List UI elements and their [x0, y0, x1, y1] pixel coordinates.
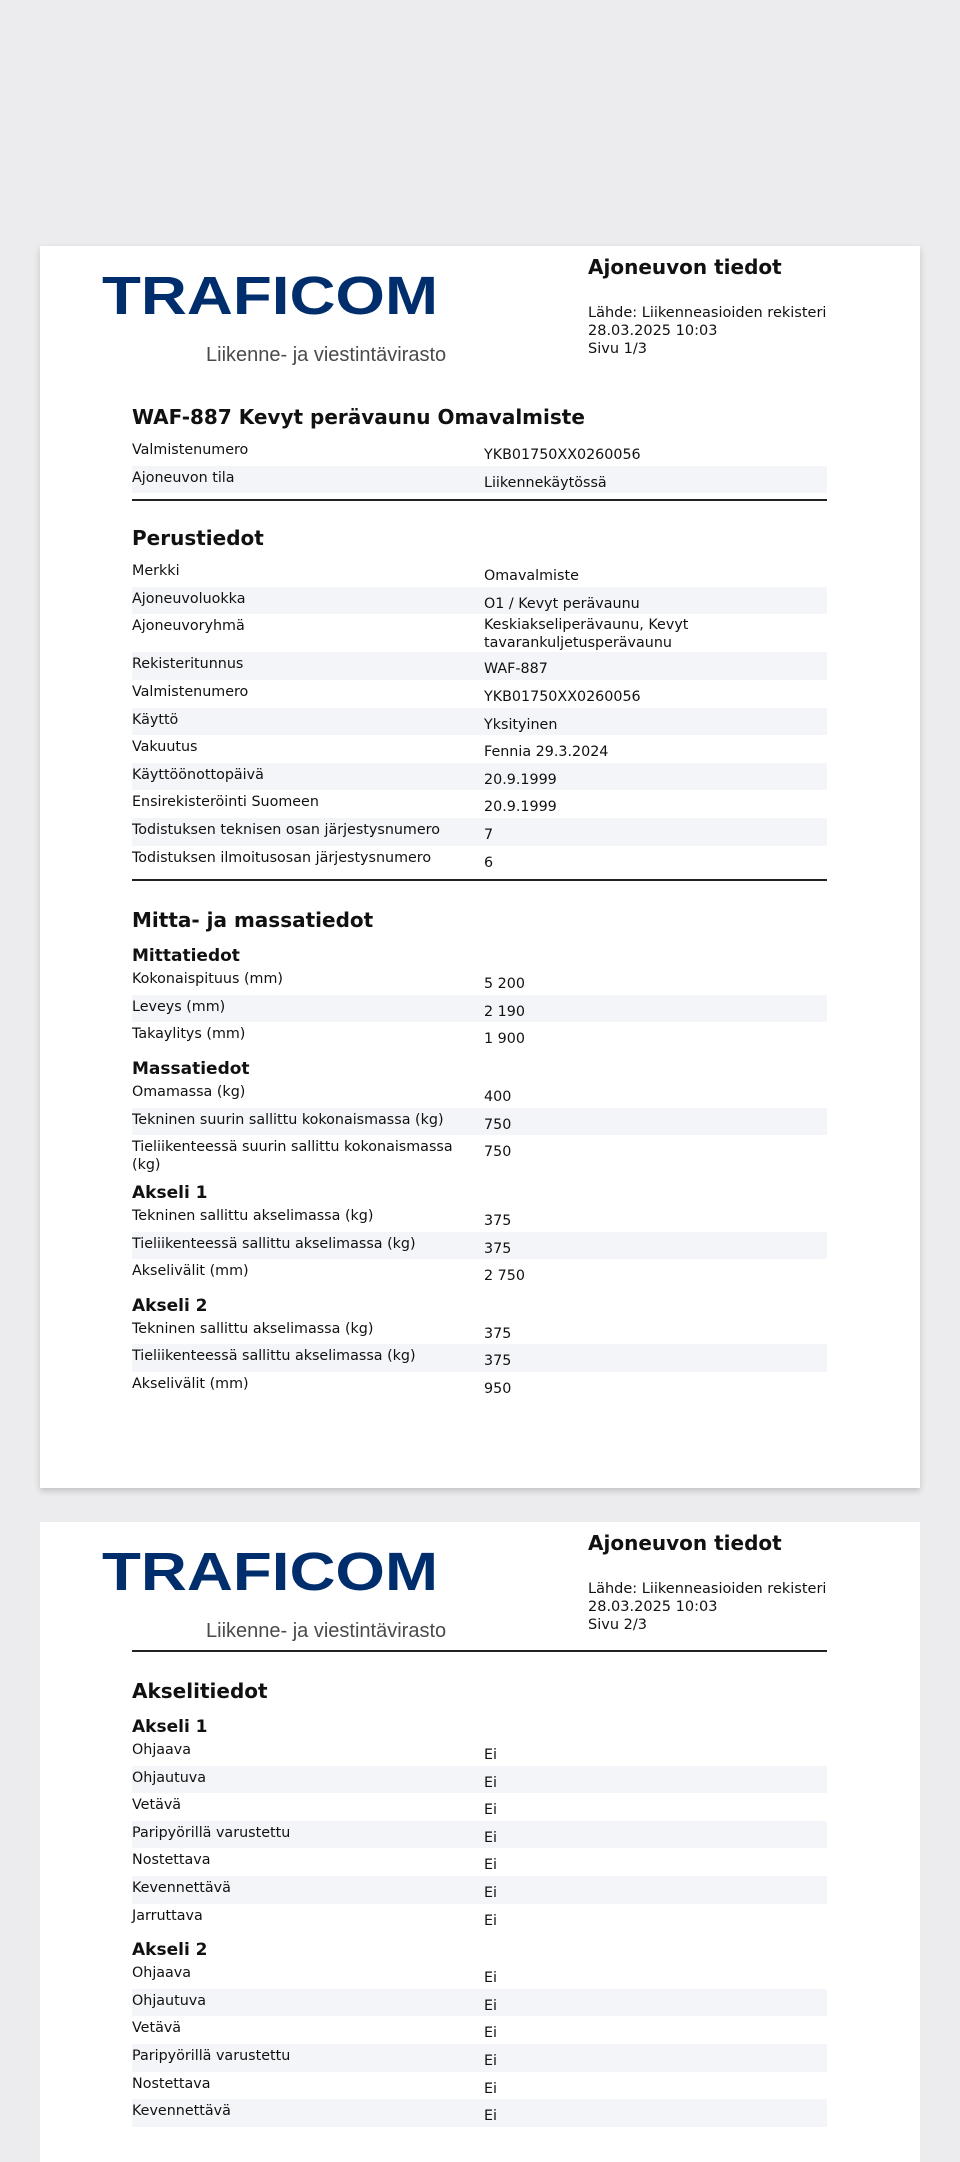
- svg-text:TRAFICOM: TRAFICOM: [102, 270, 438, 318]
- table-row: [132, 818, 827, 846]
- row-label: Vetävä: [132, 1797, 182, 1814]
- row-value: Ei: [484, 2025, 498, 2042]
- table-row: [132, 587, 827, 615]
- table-row: [132, 1989, 827, 2017]
- row-label: Tieliikenteessä sallittu akselimassa (kg): [132, 1348, 416, 1365]
- row-label: Ajoneuvon tila: [132, 469, 235, 486]
- page-header: [588, 254, 908, 358]
- row-label: Tieliikenteessä suurin sallittu kokonaismassa (kg): [132, 1139, 453, 1174]
- page-1-content: [132, 404, 827, 1400]
- row-label: Merkki: [132, 563, 180, 580]
- row-label: Vakuutus: [132, 739, 198, 756]
- header-title: Ajoneuvon tiedot: [588, 255, 782, 279]
- section-heading: Mitta- ja massatiedot: [132, 908, 374, 933]
- page-header: [588, 1530, 908, 1634]
- row-value: Ei: [484, 1802, 498, 1819]
- traficom-wordmark: [102, 1546, 438, 1594]
- table-row: [132, 1135, 827, 1174]
- subsection-heading: Massatiedot: [132, 1058, 250, 1079]
- row-label: Kevennettävä: [132, 1879, 231, 1896]
- row-value: 400: [484, 1088, 512, 1105]
- logo-subtitle: Liikenne- ja viestintävirasto: [206, 1620, 447, 1642]
- table-row: [132, 1372, 827, 1400]
- row-value: [484, 614, 827, 652]
- row-value: Ei: [484, 1912, 498, 1929]
- table-row: [132, 708, 827, 736]
- table-row: [132, 1317, 827, 1345]
- row-label: Ohjaava: [132, 1742, 192, 1758]
- page-2-content: [132, 1650, 827, 2127]
- table-row: [132, 680, 827, 708]
- section-heading: Akselitiedot: [132, 1679, 268, 1703]
- row-label: Kokonaispituus (mm): [132, 971, 283, 988]
- document-page-2: [40, 1522, 920, 2162]
- header-source: Lähde: Liikenneasioiden rekisteri: [588, 1581, 827, 1597]
- document-page-1: [40, 246, 920, 1488]
- row-value: Yksityinen: [484, 716, 558, 733]
- row-label: Leveys (mm): [132, 998, 226, 1015]
- dimensions-section: [132, 907, 827, 1400]
- section-divider: [132, 879, 827, 881]
- row-value: Ei: [484, 2108, 498, 2125]
- row-value: Ei: [484, 2080, 498, 2097]
- table-row: [132, 2099, 827, 2127]
- table-row: [132, 1793, 827, 1821]
- row-value: 375: [484, 1213, 512, 1230]
- vehicle-heading: WAF-887 Kevyt perävaunu Omavalmiste: [132, 405, 585, 429]
- table-row: [132, 735, 827, 763]
- row-value: 2 190: [484, 1003, 525, 1020]
- table-row: [132, 1738, 827, 1766]
- row-label: Ohjaava: [132, 1965, 192, 1982]
- table-row: [132, 2072, 827, 2100]
- table-row: [132, 1848, 827, 1876]
- section-divider: [132, 1650, 827, 1652]
- table-row: [132, 1961, 827, 1989]
- row-label: Käyttö: [132, 711, 179, 728]
- row-label: Omamassa (kg): [132, 1083, 246, 1100]
- table-row: [132, 1344, 827, 1372]
- row-label: Paripyörillä varustettu: [132, 1824, 291, 1841]
- row-label: Vetävä: [132, 2020, 182, 2037]
- table-row: [132, 1022, 827, 1050]
- row-value: 2 750: [484, 1268, 525, 1285]
- table-row: [132, 1204, 827, 1232]
- row-label: Nostettava: [132, 2075, 211, 2092]
- table-row: [132, 763, 827, 791]
- table-row: [132, 1821, 827, 1849]
- table-row: [132, 466, 827, 494]
- row-label: Tekninen sallittu akselimassa (kg): [132, 1320, 374, 1337]
- row-value: Ei: [484, 1747, 498, 1763]
- row-label: Ajoneuvoluokka: [132, 590, 246, 607]
- header-page-number: Sivu 2/3: [588, 1617, 647, 1633]
- subsection-heading: Akseli 1: [132, 1183, 208, 1204]
- row-label: Ohjautuva: [132, 1992, 206, 2009]
- subsection-heading: Akseli 2: [132, 1295, 208, 1316]
- row-label: Tieliikenteessä sallittu akselimassa (kg): [132, 1235, 416, 1252]
- vehicle-section: [132, 404, 827, 501]
- row-value: 1 900: [484, 1031, 525, 1048]
- row-value-line-1: Keskiakseliperävaunu, Kevyt: [484, 617, 689, 634]
- row-value: 6: [484, 854, 494, 871]
- table-row: [132, 790, 827, 818]
- row-value: Ei: [484, 1857, 498, 1874]
- table-row: [132, 438, 827, 466]
- row-value: 750: [484, 1144, 512, 1161]
- row-label: Valmistenumero: [132, 683, 249, 700]
- section-heading: Perustiedot: [132, 526, 264, 551]
- table-row: [132, 967, 827, 995]
- row-label: Akselivälit (mm): [132, 1263, 249, 1280]
- header-title: Ajoneuvon tiedot: [588, 1531, 782, 1555]
- row-label: Akselivälit (mm): [132, 1376, 249, 1393]
- axle-info-section: [132, 1678, 827, 2127]
- header-page-number: Sivu 1/3: [588, 341, 647, 357]
- row-label: Ajoneuvoryhmä: [132, 618, 245, 635]
- table-row: [132, 1904, 827, 1932]
- table-row: [132, 2044, 827, 2072]
- row-value: 750: [484, 1116, 512, 1133]
- row-label: Ensirekisteröinti Suomeen: [132, 794, 319, 811]
- row-label: Rekisteritunnus: [132, 656, 244, 673]
- row-label: Valmistenumero: [132, 442, 249, 458]
- subsection-heading: Akseli 1: [132, 1717, 208, 1737]
- subsection-heading: Mittatiedot: [132, 946, 240, 967]
- row-value: Omavalmiste: [484, 568, 579, 585]
- row-value: 5 200: [484, 976, 525, 993]
- row-label: Jarruttava: [132, 1907, 203, 1924]
- row-value: 20.9.1999: [484, 799, 557, 816]
- row-value: Ei: [484, 1774, 498, 1791]
- row-value: Ei: [484, 1884, 498, 1901]
- table-row: [132, 846, 827, 874]
- header-datetime: 28.03.2025 10:03: [588, 1599, 718, 1615]
- row-label: Paripyörillä varustettu: [132, 2047, 291, 2064]
- row-label: Ohjautuva: [132, 1769, 206, 1786]
- traficom-logo: [102, 270, 447, 366]
- row-value: Ei: [484, 1997, 498, 2014]
- row-label: Tekninen suurin sallittu kokonaismassa (kg): [132, 1111, 444, 1128]
- row-value: 950: [484, 1381, 512, 1398]
- traficom-wordmark: [102, 270, 438, 318]
- row-value: O1 / Kevyt perävaunu: [484, 595, 640, 612]
- row-value: 375: [484, 1325, 512, 1342]
- row-label: Tekninen sallittu akselimassa (kg): [132, 1208, 374, 1225]
- row-value: WAF-887: [484, 661, 548, 678]
- row-value: 7: [484, 826, 494, 843]
- header-datetime: 28.03.2025 10:03: [588, 323, 718, 339]
- table-row: [132, 995, 827, 1023]
- row-value: Liikennekäytössä: [484, 474, 607, 491]
- row-value: YKB01750XX0260056: [484, 688, 641, 705]
- row-value: Ei: [484, 2052, 498, 2069]
- table-row: [132, 1108, 827, 1136]
- row-value: Ei: [484, 1970, 498, 1987]
- header-source: Lähde: Liikenneasioiden rekisteri: [588, 305, 827, 321]
- row-label: Takaylitys (mm): [132, 1026, 246, 1043]
- table-row: [132, 1766, 827, 1794]
- section-divider: [132, 499, 827, 501]
- row-label: Todistuksen ilmoitusosan järjestysnumero: [132, 849, 432, 866]
- row-label: Todistuksen teknisen osan järjestysnumero: [132, 821, 440, 838]
- row-value-line-2: tavarankuljetusperävaunu: [484, 635, 672, 652]
- subsection-heading: Akseli 2: [132, 1940, 208, 1961]
- row-label: Nostettava: [132, 1852, 211, 1869]
- row-value: 375: [484, 1240, 512, 1257]
- row-value: Fennia 29.3.2024: [484, 744, 609, 761]
- logo-subtitle: Liikenne- ja viestintävirasto: [206, 344, 447, 366]
- table-row: [132, 1232, 827, 1260]
- row-value: Ei: [484, 1829, 498, 1846]
- basic-info-section: [132, 525, 827, 881]
- table-row: [132, 1876, 827, 1904]
- row-label: Käyttöönottopäivä: [132, 766, 264, 783]
- table-row: [132, 2016, 827, 2044]
- row-value: YKB01750XX0260056: [484, 447, 641, 463]
- row-value: 375: [484, 1353, 512, 1370]
- table-row: [132, 1080, 827, 1108]
- traficom-logo: [102, 1546, 447, 1642]
- row-label: Kevennettävä: [132, 2103, 231, 2120]
- table-row: [132, 1259, 827, 1287]
- row-value: 20.9.1999: [484, 771, 557, 788]
- table-row: [132, 614, 827, 652]
- table-row: [132, 559, 827, 587]
- table-row: [132, 652, 827, 680]
- svg-text:TRAFICOM: TRAFICOM: [102, 1546, 438, 1594]
